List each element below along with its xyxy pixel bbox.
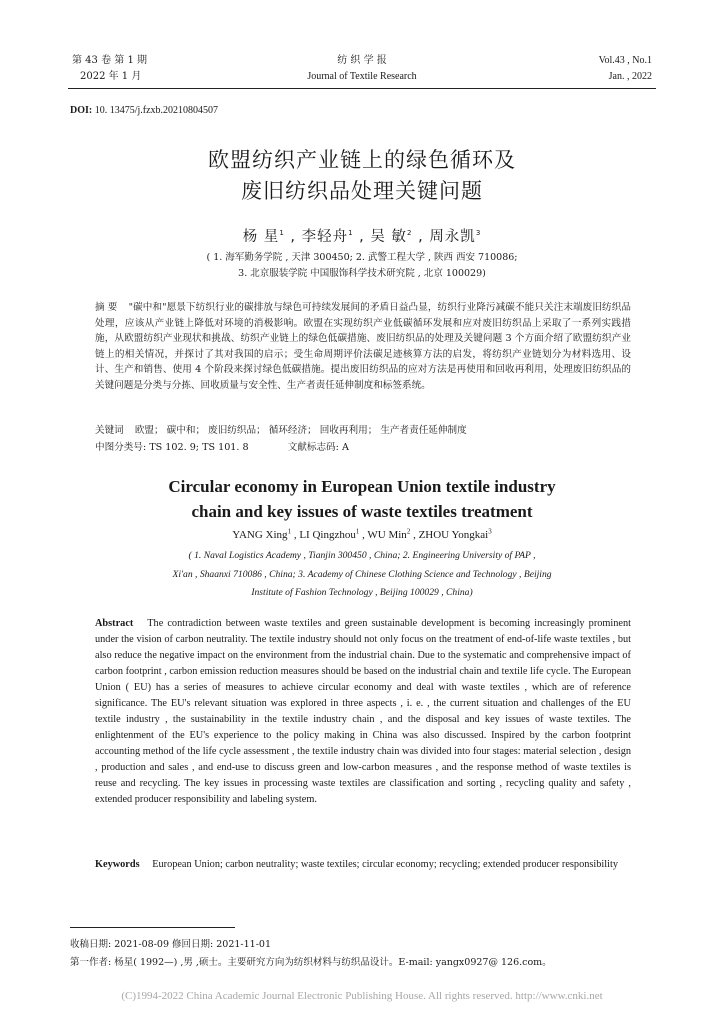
title-en-line1: Circular economy in European Union textile industry: [168, 477, 556, 496]
publication-date-en: Jan. , 2022: [608, 71, 652, 82]
authors-cn: 杨 星$^1$ , 李轻舟$^1$ , 吴 敏$^2$ , 周永凯$^3$: [242, 229, 482, 245]
title-cn: [0, 145, 724, 207]
doc-code-value: A: [341, 442, 349, 453]
journal-volume-en: [599, 53, 652, 85]
copyright-notice: (C)1994-2022 China Academic Journal Electronic Publishing House. All rights reserved. http://www.cnki.net: [121, 990, 603, 1002]
doi-label: DOI:: [70, 105, 93, 116]
affiliation-en-line3: Institute of Fashion Technology , Beijing 100029 , China): [251, 587, 473, 598]
journal-name-en: Journal of Textile Research: [307, 71, 417, 82]
clc-value: TS 102. 9; TS 101. 8: [149, 442, 249, 453]
author-cn: 李轻舟$^1$: [301, 229, 354, 245]
abstract-cn-label: 摘 要: [95, 302, 118, 313]
authors-en: YANG Xing$^1$ , LI Qingzhou$^1$ , WU Min$^2$ , ZHOU Yongkai$^3$: [232, 527, 492, 541]
author-cn: 吴 敏$^2$: [370, 229, 413, 245]
author-en: WU Min$^2$: [367, 527, 411, 541]
author-cn: 杨 星$^1$: [242, 229, 285, 245]
abstract-en-label: Abstract: [95, 618, 134, 629]
header-rule: [68, 88, 656, 89]
author-cn: 周永凯$^3$: [429, 229, 482, 245]
classification-cn: [95, 440, 635, 456]
affiliation-en-line2: Xi'an , Shaanxi 710086 , China; 3. Academy of Chinese Clothing Science and Technology , Beijing: [172, 569, 552, 580]
keywords-cn-label: 关键词: [95, 425, 124, 436]
affiliation-en-line1: ( 1. Naval Logistics Academy , Tianjin 300450 , China; 2. Engineering University of PAP ,: [188, 550, 536, 561]
footnote-author: 第一作者: 杨星( 1992—) ,男 ,硕士。主要研究方向为纺织材料与纺织品设计。E-mail: yangx0927@ 126.com。: [70, 957, 552, 968]
journal-name-cn: 纺 织 学 报: [337, 55, 387, 66]
doc-code-label: 文献标志码:: [287, 442, 339, 453]
keywords-en: [95, 857, 631, 873]
doi-value[interactable]: 10. 13475/j.fzxb.20210804507: [94, 105, 219, 116]
keywords-cn-text: 欧盟； 碳中和； 废旧纺织品； 循环经济； 回收再利用； 生产者责任延伸制度: [134, 425, 467, 436]
clc-label: 中图分类号:: [95, 442, 147, 453]
abstract-cn: [95, 300, 631, 394]
author-en: YANG Xing$^1$: [232, 527, 292, 541]
author-en: ZHOU Yongkai$^3$: [418, 527, 492, 541]
volume-issue-en: Vol.43 , No.1: [598, 55, 652, 66]
keywords-en-label: Keywords: [95, 859, 140, 870]
affiliation-cn-line1: ( 1. 海军勤务学院 , 天津 300450; 2. 武警工程大学 , 陕西 西安 710086;: [206, 252, 518, 263]
title-cn-line2: 废旧纺织品处理关键问题: [241, 179, 483, 203]
keywords-en-text: European Union; carbon neutrality; waste textiles; circular economy; recycling; extended producer responsibility: [152, 859, 618, 870]
title-en-line2: chain and key issues of waste textiles treatment: [191, 502, 533, 521]
title-en: [0, 474, 724, 524]
title-cn-line1: 欧盟纺织产业链上的绿色循环及: [208, 148, 516, 172]
affiliation-cn-line2: 3. 北京服装学院 中国服饰科学技术研究院 , 北京 100029): [238, 268, 486, 279]
abstract-cn-text: "碳中和"愿景下纺织行业的碳排放与绿色可持续发展间的矛盾日益凸显，纺织行业降污减碳不能只关注末端废旧纺织品处理，应该从产业链上降低对环境的消极影响。欧盟在实现纺织产业低碳循环发展和应对废旧纺织品上采取了一系列实践措施，从欧盟纺织产业现状和挑战、纺织产业链上的绿色低碳措施、废旧纺织品的处理及关键问题 3 个方面介绍了欧盟纺织产业链上的相关情况，并探讨了其对我国的启示；受生命周期评价法碳足迹核算方法的启发，将纺织产业链划分为材料选用、设计、生产和销售、使用 4 个阶段来探讨绿色低碳措施。提出废旧纺织品的应对方法是再使用和回收再利用，处理废旧纺织品的关键问题是分类与分拣、回收质量与安全性、生产者责任延伸制度和标签系统。: [95, 302, 631, 391]
footnote-rule: [70, 927, 235, 928]
keywords-cn: [95, 423, 635, 439]
publication-date-cn: 2022 年 1 月: [80, 71, 142, 82]
footnote-dates: 收稿日期: 2021-08-09 修回日期: 2021-11-01: [70, 939, 272, 950]
abstract-en-text: The contradiction between waste textiles and green sustainable development is becoming increasingly prominent under the vision of carbon neutrality. The textile industry should not only focus on the treatment of end-of-life waste textiles , but also reduce the negative impact on the environment from the industrial chain. Due to the systematic and comprehensive impact of carbon footprint , carbon emission reduction measures should be based on the industrial chain and textile life cycle. The European Union ( EU) has a series of measures to achieve circular economy and deal with waste textiles , which are of reference significance. The EU's relevant situation was explored in three aspects , i. e. , the current situation and challenges of the EU textile industry , the sustainability in the textile industry chain , and the disposal and key issues of waste textiles. The enlightenment of the EU's experience to the policy making in China was also discussed. Inspired by the carbon footprint accounting method of the life cycle assessment , the textile industry chain was divided into four stages: material selection , design , production and sales , and end-use to discuss green and low-carbon measures , and the response method of waste textiles is reuse and recycling. The key issues in processing waste textiles are classification and sorting , recycling quality and safety , extended producer responsibility and labeling system.: [95, 618, 631, 805]
doi[interactable]: [70, 105, 218, 116]
abstract-en: [95, 616, 631, 808]
author-en: LI Qingzhou$^1$: [299, 527, 360, 541]
volume-issue-cn: 第 43 卷 第 1 期: [72, 55, 147, 66]
